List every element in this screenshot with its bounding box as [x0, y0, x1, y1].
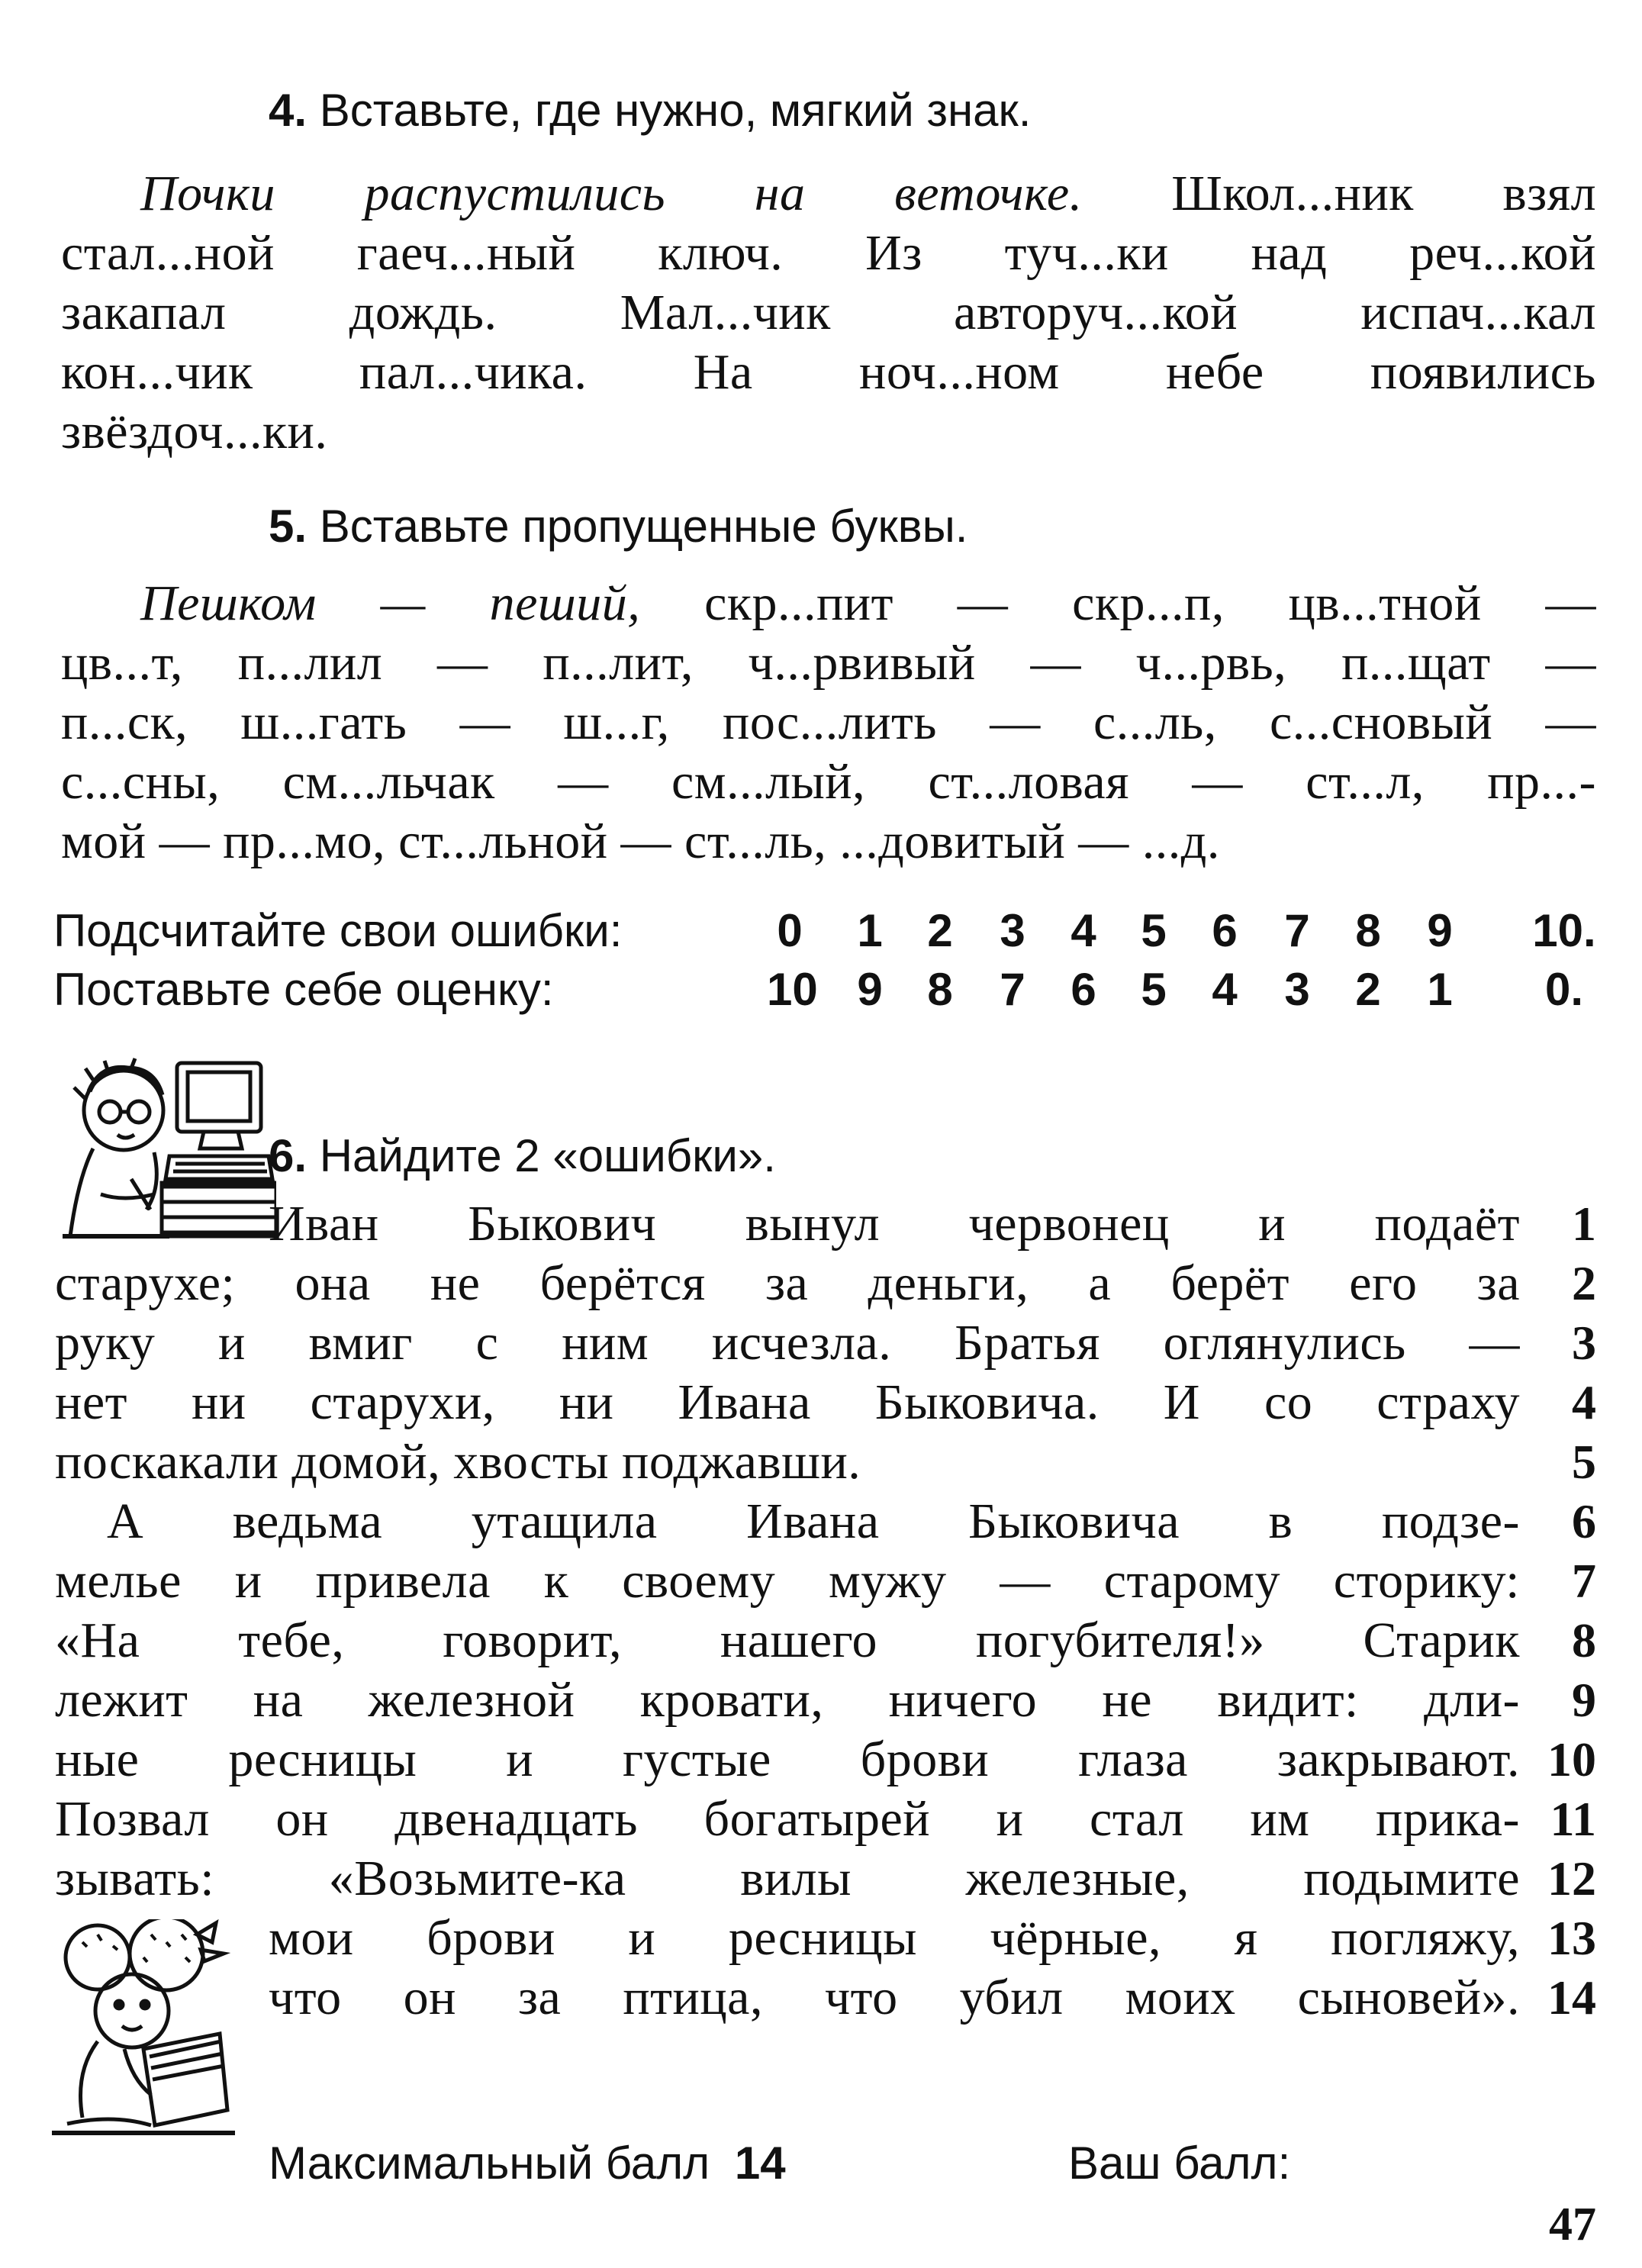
errors-9: 9 [1427, 905, 1453, 956]
task5-text [61, 574, 1596, 871]
task4-text [61, 164, 1596, 462]
task5-line-3: п...ск, ш...гать — ш...г, пос...лить — с...ль, с...сновый — [61, 694, 1596, 750]
task6-line-6: А ведьма утащила Ивана Быковича в подзе- [107, 1493, 1520, 1549]
errors-3: 3 [1000, 905, 1025, 956]
errors-2: 2 [927, 905, 953, 956]
task5-heading [269, 500, 967, 553]
task6-heading [269, 1129, 776, 1182]
line-number-5: 5 [1572, 1435, 1596, 1489]
task5-line-4: с...сны, см...льчак — см...лый, ст...ловая — ст...л, пр...- [61, 754, 1596, 810]
line-number-12: 12 [1547, 1851, 1596, 1906]
girl-icon [52, 1919, 235, 2141]
task6-line-14: что он за птица, что убил моих сыновей». [269, 1970, 1520, 2025]
task4-heading [269, 84, 1031, 137]
task6-line-1: Иван Быкович вынул червонец и подаёт [269, 1196, 1520, 1252]
task6-line-9: лежит на железной кровати, ничего не видит: дли- [55, 1672, 1520, 1728]
task5-line-2: цв...т, п...лил — п...лит, ч...рвивый — ч...рвь, п...щат — [61, 635, 1596, 691]
grades-4: 6 [1071, 964, 1096, 1015]
task5-example: Пешком — пеший, [140, 575, 641, 631]
grades-9: 1 [1427, 964, 1453, 1015]
task4-line-5: звёздоч...ки. [61, 404, 328, 459]
task6-line-13: мои брови и ресницы чёрные, я погляжу, [269, 1910, 1520, 1966]
max-score-label: Максимальный балл [269, 2138, 710, 2189]
errors-8: 8 [1355, 905, 1381, 956]
task5-line-5: мой — пр...мо, ст...льной — ст...ль, ...довитый — ...д. [61, 813, 1220, 869]
line-number-13: 13 [1547, 1911, 1596, 1965]
task6-title: Найдите 2 «ошибки». [319, 1130, 776, 1181]
task4-line-1: Почки распустились на веточке. Школ...ник взял [140, 166, 1596, 221]
task5-title: Вставьте пропущенные буквы. [319, 501, 968, 552]
grades-5: 5 [1141, 964, 1167, 1015]
task6-number: 6. [269, 1130, 307, 1181]
grades-2: 8 [927, 964, 953, 1015]
errors-6: 6 [1212, 905, 1238, 956]
task6-line-8: «На тебе, говорит, нашего погубителя!» Старик [55, 1612, 1520, 1668]
line-number-14: 14 [1547, 1970, 1596, 2025]
errors-0: 0 [777, 905, 803, 956]
task5-number: 5. [269, 501, 307, 552]
task6-line-12: зывать: «Возьмите-ка вилы железные, подымите [55, 1851, 1520, 1906]
line-number-7: 7 [1572, 1554, 1596, 1608]
page-number: 47 [1549, 2199, 1596, 2250]
grades-7: 3 [1284, 964, 1310, 1015]
errors-1: 1 [857, 905, 883, 956]
errors-10: 10. [1532, 905, 1596, 956]
line-number-9: 9 [1572, 1673, 1596, 1727]
girl-reading-book-illustration [52, 1919, 235, 2141]
line-number-1: 1 [1572, 1197, 1596, 1251]
task4-line-4: кон...чик пал...чика. На ноч...ном небе появились [61, 344, 1596, 400]
pupil-at-computer-illustration [55, 1057, 276, 1244]
line-number-10: 10 [1547, 1732, 1596, 1786]
errors-5: 5 [1141, 905, 1167, 956]
line-number-6: 6 [1572, 1494, 1596, 1548]
max-score-line [269, 2137, 786, 2189]
errors-4: 4 [1071, 905, 1096, 956]
grades-3: 7 [1000, 964, 1025, 1015]
task6-line-3: руку и вмиг с ним исчезла. Братья оглянулись — [55, 1315, 1520, 1371]
grade-label: Поставьте себе оценку: [53, 964, 554, 1015]
grades-8: 2 [1355, 964, 1381, 1015]
task6-line-11: Позвал он двенадцать богатырей и стал им прика- [55, 1791, 1520, 1847]
errors-label: Подсчитайте свои ошибки: [53, 905, 623, 956]
task5-line-1: Пешком — пеший, скр...пит — скр...п, цв...тной — [140, 575, 1596, 631]
task6-line-10: ные ресницы и густые брови глаза закрывают. [55, 1732, 1520, 1787]
grades-1: 9 [857, 964, 883, 1015]
line-number-8: 8 [1572, 1613, 1596, 1667]
task6-line-2: старухе; она не берётся за деньги, а берёт его за [55, 1255, 1520, 1311]
errors-7: 7 [1284, 905, 1310, 956]
grades-10: 0. [1544, 964, 1584, 1015]
max-score-value: 14 [734, 2138, 786, 2189]
task6-line-5: поскакали домой, хвосты поджавши. [55, 1434, 861, 1490]
pupil-icon [55, 1057, 276, 1244]
task4-line-3: закапал дождь. Мал...чик автоpуч...кой испач...кал [61, 285, 1596, 340]
task4-example: Почки распустились на веточке. [140, 166, 1083, 221]
task4-line-2: стал...ной гаеч...ный ключ. Из туч...ки над реч...кой [61, 225, 1596, 281]
line-number-11: 11 [1550, 1792, 1596, 1846]
line-number-2: 2 [1572, 1256, 1596, 1310]
task6-line-4: нет ни старухи, ни Ивана Быковича. И со страху [55, 1374, 1520, 1430]
task4-title: Вставьте, где нужно, мягкий знак. [319, 85, 1032, 136]
task4-number: 4. [269, 85, 307, 136]
line-number-3: 3 [1572, 1316, 1596, 1370]
your-score-label: Ваш балл: [1068, 2138, 1291, 2189]
task6-line-7: мелье и привела к своему мужу — старому сторику: [55, 1553, 1520, 1609]
line-number-4: 4 [1572, 1375, 1596, 1429]
grades-0: 10 [767, 964, 818, 1015]
grades-6: 4 [1212, 964, 1238, 1015]
